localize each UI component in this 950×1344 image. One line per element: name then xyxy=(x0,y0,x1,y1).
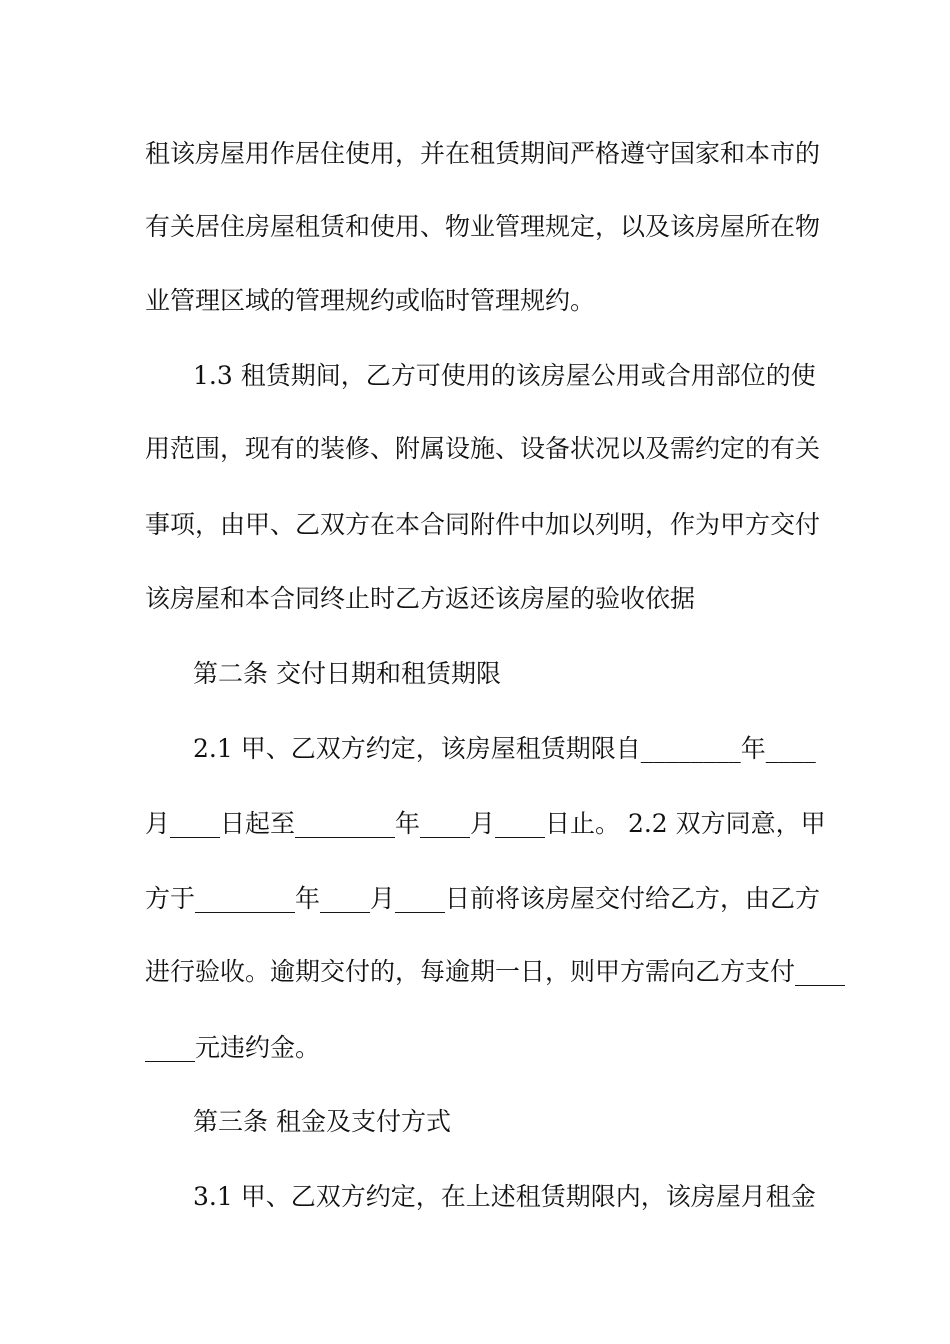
body-text-line: 事项，由甲、乙双方在本合同附件中加以列明，作为甲方交付 xyxy=(145,510,821,539)
body-text-line: 有关居住房屋租赁和使用、物业管理规定，以及该房屋所在物 xyxy=(145,212,821,241)
body-text-line: 该房屋和本合同终止时乙方返还该房屋的验收依据 xyxy=(145,584,696,613)
body-text-line: 用范围，现有的装修、附属设施、设备状况以及需约定的有关 xyxy=(145,434,821,463)
body-text-line: 进行验收。逾期交付的，每逾期一日，则甲方需向乙方支付____ xyxy=(145,957,846,986)
body-text-line: 月____日起至________年____月____日止。 2.2 双方同意，甲 xyxy=(145,809,826,838)
body-text-line: 方于________年____月____日前将该房屋交付给乙方，由乙方 xyxy=(145,884,821,913)
clause-3-1-line: 3.1 甲、乙双方约定，在上述租赁期限内，该房屋月租金 xyxy=(193,1182,816,1211)
body-text-line: ____元违约金。 xyxy=(145,1033,321,1062)
clause-1-3-line: 1.3 租赁期间，乙方可使用的该房屋公用或合用部位的使 xyxy=(193,361,816,390)
body-text-line: 租该房屋用作居住使用，并在租赁期间严格遵守国家和本市的 xyxy=(145,139,821,168)
body-text-line: 业管理区域的管理规约或临时管理规约。 xyxy=(145,286,596,315)
section-heading-article-2: 第二条 交付日期和租赁期限 xyxy=(193,659,501,688)
section-heading-article-3: 第三条 租金及支付方式 xyxy=(193,1107,451,1136)
clause-2-1-line: 2.1 甲、乙双方约定，该房屋租赁期限自________年____ xyxy=(193,734,816,763)
